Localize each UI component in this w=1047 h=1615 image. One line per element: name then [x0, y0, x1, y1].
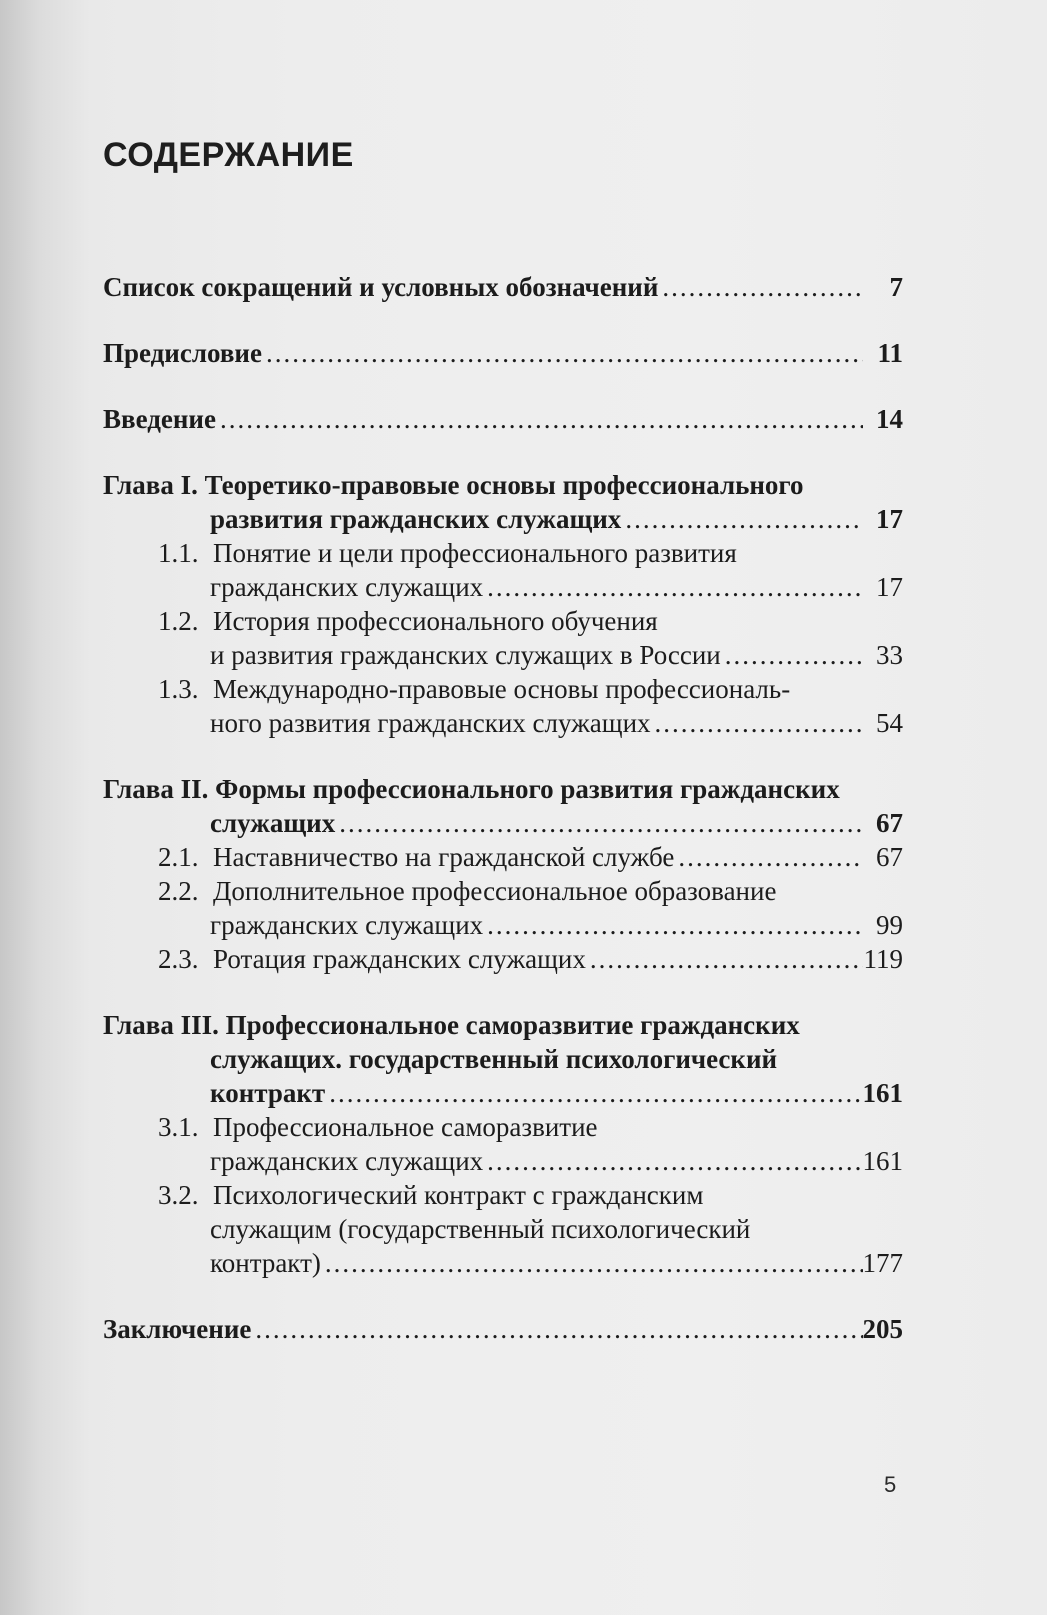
toc-section-3-1 [103, 1110, 903, 1144]
dot-leader [658, 270, 863, 304]
dot-leader [651, 706, 863, 740]
section-number: 1.3. [158, 674, 199, 704]
toc-section-3-2 [103, 1178, 903, 1212]
toc-entry-title: развития гражданских служащих [210, 504, 622, 534]
toc-section-2-1 [103, 840, 903, 874]
toc-page-number: 161 [862, 1146, 903, 1176]
toc-section-1-1 [103, 536, 903, 570]
dot-leader [251, 1312, 862, 1346]
dot-leader [483, 570, 863, 604]
section-number: 2.2. [158, 876, 199, 906]
toc-page-number: 17 [876, 504, 903, 534]
toc-page-number: 67 [876, 808, 903, 838]
page-title: СОДЕРЖАНИЕ [103, 136, 354, 174]
toc-chapter-1 [103, 502, 903, 536]
dot-leader [483, 1144, 862, 1178]
toc-page-number: 7 [889, 272, 903, 302]
toc-entry-title: История профессионального обучения [213, 606, 658, 636]
toc-page-number: 14 [876, 404, 903, 434]
table-of-contents [103, 270, 903, 1346]
toc-entry-introduction [103, 402, 903, 436]
toc-chapter-3-title-line: Глава III. Профессиональное саморазвитие гражданских [103, 1010, 800, 1040]
toc-section-1-3 [103, 672, 903, 706]
toc-page-number: 54 [876, 708, 903, 738]
toc-entry-title: Заключение [103, 1314, 252, 1344]
dot-leader [621, 502, 863, 536]
dot-leader [674, 840, 863, 874]
toc-page-number: 67 [876, 842, 903, 872]
toc-chapter-2-title-line: Глава II. Формы профессионального развития гражданских [103, 774, 840, 804]
toc-page-number: 205 [862, 1314, 903, 1344]
toc-chapter-2 [103, 806, 903, 840]
toc-entry-title: Введение [103, 404, 216, 434]
dot-leader [325, 1076, 862, 1110]
toc-entry-title: Профессиональное саморазвитие [213, 1112, 598, 1142]
toc-section-2-2-cont: гражданских служащих ..... 99 [103, 908, 903, 942]
toc-section-1-2 [103, 604, 903, 638]
dot-leader [216, 402, 863, 436]
toc-page-number: 119 [863, 944, 903, 974]
toc-section-3-2-cont-2: контракт) ..... 177 [103, 1246, 903, 1280]
toc-section-1-2-cont: и развития гражданских служащих в России ..... 33 [103, 638, 903, 672]
section-number: 1.2. [158, 606, 199, 636]
toc-section-3-1-cont: гражданских служащих ..... 161 [103, 1144, 903, 1178]
toc-entry-title: Ротация гражданских служащих [213, 944, 586, 974]
toc-entry-title: Список сокращений и условных обозначений [103, 272, 659, 302]
toc-chapter-1-title-line: Глава I. Теоретико-правовые основы профессионального [103, 470, 804, 500]
toc-page-number: 99 [876, 910, 903, 940]
section-number: 1.1. [158, 538, 199, 568]
toc-section-2-2 [103, 874, 903, 908]
toc-section-1-3-cont: ного развития гражданских служащих ..... 54 [103, 706, 903, 740]
section-number: 3.2. [158, 1180, 199, 1210]
section-number: 3.1. [158, 1112, 199, 1142]
toc-section-1-1-cont: гражданских служащих ..... 17 [103, 570, 903, 604]
toc-page-number: 11 [877, 338, 903, 368]
toc-chapter-3 [103, 1076, 903, 1110]
toc-section-3-2-cont: служащим (государственный психологический [210, 1214, 751, 1244]
toc-entry-title: Международно-правовые основы профессиональ- [213, 674, 791, 704]
dot-leader [483, 908, 863, 942]
toc-entry-title: Дополнительное профессиональное образование [213, 876, 777, 906]
toc-page-number: 161 [862, 1078, 903, 1108]
dot-leader [335, 806, 863, 840]
toc-page-number: 17 [876, 572, 903, 602]
toc-page-number: 33 [876, 640, 903, 670]
toc-entry-title: Наставничество на гражданской службе [213, 842, 675, 872]
section-number: 2.1. [158, 842, 199, 872]
toc-entry-title: Предисловие [103, 338, 262, 368]
toc-entry-title: контракт [210, 1078, 326, 1108]
toc-section-2-3 [103, 942, 903, 976]
toc-entry-conclusion [103, 1312, 903, 1346]
dot-leader [262, 336, 863, 370]
toc-chapter-3-title-line-2: служащих. государственный психологический [210, 1044, 778, 1074]
toc-entry-title: Психологический контракт с гражданским [213, 1180, 704, 1210]
toc-entry-title: Понятие и цели профессионального развития [213, 538, 737, 568]
dot-leader [721, 638, 863, 672]
section-number: 2.3. [158, 944, 199, 974]
toc-entry-title: служащих [210, 808, 336, 838]
toc-entry-preface [103, 336, 903, 370]
dot-leader [321, 1246, 863, 1280]
toc-entry-abbreviations [103, 270, 903, 304]
toc-page-number: 177 [862, 1248, 903, 1278]
dot-leader [586, 942, 863, 976]
page-number: 5 [884, 1472, 897, 1497]
